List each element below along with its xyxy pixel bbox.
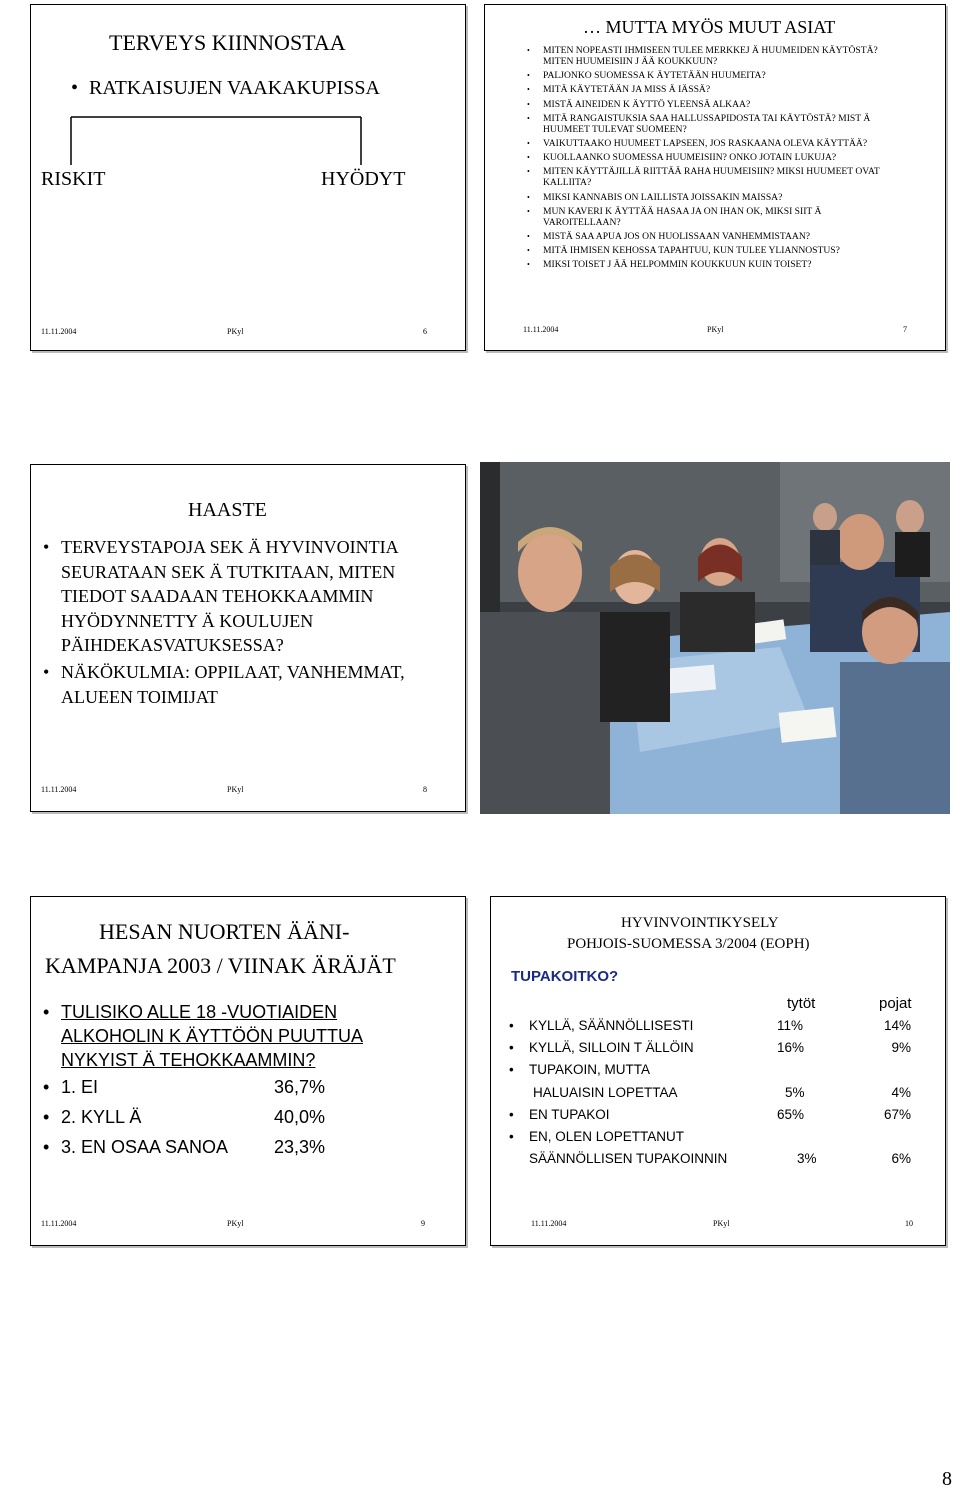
list-item: • MISTÄ AINEIDEN K ÄYTTÖ YLEENSÄ ALKAA?	[543, 99, 893, 110]
boys-value: 4%	[891, 1084, 911, 1100]
column-header-girls: tytöt	[787, 995, 816, 1012]
list-item: • MITEN KÄYTTÄJILLÄ RIITTÄÄ RAHA HUUMEISIIN? MIKSI HUUMEET OVAT KALLIITA?	[543, 166, 893, 188]
table-row	[529, 1062, 939, 1084]
slide-10	[490, 896, 946, 1246]
boys-value: 9%	[891, 1040, 911, 1056]
slide-date: 11.11.2004	[523, 325, 559, 334]
slide-title: … MUTTA MYÖS MUUT ASIAT	[583, 17, 836, 37]
boys-value: 6%	[891, 1151, 911, 1167]
slide-title-line1: HYVINVOINTIKYSELY	[621, 915, 779, 931]
question-list	[543, 45, 893, 273]
answer-item	[61, 1137, 326, 1167]
list-item: • PALJONKO SUOMESSA K ÄYTETÄÄN HUUMEITA?	[543, 70, 893, 81]
boys-value: 67%	[883, 1106, 911, 1122]
list-item: • VAIKUTTAAKO HUUMEET LAPSEEN, JOS RASKAANA OLEVA KÄYTTÄÄ?	[543, 138, 893, 149]
answer-item	[61, 1107, 326, 1137]
row-label: KYLLÄ, SILLOIN T ÄLLÖIN	[529, 1040, 694, 1056]
slide-number: 10	[905, 1219, 913, 1228]
slide-author: PKyl	[227, 327, 244, 336]
list-item: • MITÄ KÄYTETÄÄN JA MISS Ä IÄSSÄ?	[543, 84, 893, 95]
row-label: TUPAKOIN, MUTTA	[529, 1062, 650, 1078]
girls-value: 11%	[777, 1018, 804, 1033]
slide-date: 11.11.2004	[531, 1219, 567, 1228]
row-label: EN TUPAKOI	[529, 1106, 610, 1122]
table-row	[529, 1107, 939, 1129]
answer-item	[61, 1077, 326, 1107]
list-item: • MIKSI KANNABIS ON LAILLISTA JOISSAKIN MAISSA?	[543, 192, 893, 203]
slide-date: 11.11.2004	[41, 1219, 77, 1228]
answer-list	[61, 1077, 326, 1167]
table-row	[529, 1040, 939, 1062]
boys-value: 14%	[883, 1018, 911, 1033]
challenge-list	[61, 535, 441, 709]
slide-number: 8	[423, 785, 427, 794]
answer-label: 2. KYLL Ä	[61, 1107, 142, 1127]
survey-question: • TULISIKO ALLE 18 -VUOTIAIDEN ALKOHOLIN K ÄYTTÖÖN PUUTTUA NYKYIST Ä TEHOKKAAMMIN?	[61, 1000, 441, 1072]
slide-number: 7	[903, 325, 907, 334]
row-label: KYLLÄ, SÄÄNNÖLLISESTI	[529, 1018, 694, 1033]
answer-percent: 40,0%	[274, 1107, 326, 1127]
list-item: • TERVEYSTAPOJA SEK Ä HYVINVOINTIA SEURATAAN SEK Ä TUTKITAAN, MITEN TIEDOT SAADAAN TEHOKKAAMMIN HYÖDYNNETTY Ä KOULUJEN PÄIHDEKASVATUKSESSA?	[61, 535, 441, 658]
list-item: • NÄKÖKULMIA: OPPILAAT, VANHEMMAT, ALUEEN TOIMIJAT	[61, 660, 441, 709]
table-row	[529, 1018, 939, 1040]
list-item: • MITEN NOPEASTI IHMISEEN TULEE MERKKEJ Ä HUUMEIDEN KÄYTÖSTÄ? MITEN HUUMEISIIN J ÄÄ KOUKKUUN?	[543, 45, 893, 67]
girls-value: 5%	[785, 1084, 805, 1100]
slide-title-line2: POHJOIS-SUOMESSA 3/2004 (EOPH)	[567, 936, 810, 952]
row-label: EN, OLEN LOPETTANUT	[529, 1128, 685, 1144]
table-row	[529, 1085, 939, 1107]
slide-title: TERVEYS KIINNOSTAA	[109, 30, 346, 55]
slide-author: PKyl	[227, 785, 244, 794]
workshop-photo	[480, 462, 950, 814]
survey-question: TUPAKOITKO?	[511, 968, 619, 985]
slide-8	[30, 464, 466, 812]
list-item: • MITÄ RANGAISTUKSIA SAA HALLUSSAPIDOSTA TAI KÄYTÖSTÄ? MIST Ä HUUMEET TULEVAT SUOMEEN?	[543, 113, 893, 135]
slide-title-line2: KAMPANJA 2003 / VIINAK ÄRÄJÄT	[45, 953, 396, 978]
row-label: HALUAISIN LOPETTAA	[533, 1084, 678, 1100]
list-item: • MUN KAVERI K ÄYTTÄÄ HASAA JA ON IHAN OK, MIKSI SIIT Ä VAROITELLAAN?	[543, 206, 893, 228]
slide-date: 11.11.2004	[41, 327, 77, 336]
risks-label: RISKIT	[41, 168, 106, 190]
slide-author: PKyl	[713, 1219, 730, 1228]
answer-label: 1. EI	[61, 1077, 99, 1097]
list-item: • MIKSI TOISET J ÄÄ HELPOMMIN KOUKKUUN KUIN TOISET?	[543, 259, 893, 270]
answer-percent: 36,7%	[274, 1077, 326, 1097]
girls-value: 16%	[777, 1040, 805, 1056]
slide-title-line1: HESAN NUORTEN ÄÄNI-	[99, 919, 350, 944]
girls-value: 65%	[777, 1106, 805, 1122]
slide-number: 9	[421, 1219, 425, 1228]
slide-7	[484, 4, 946, 351]
slide-date: 11.11.2004	[41, 785, 77, 794]
column-header-boys: pojat	[879, 995, 912, 1012]
benefits-label: HYÖDYT	[321, 168, 406, 190]
answer-percent: 23,3%	[274, 1137, 326, 1157]
table-row	[529, 1151, 939, 1173]
survey-table	[529, 1018, 939, 1173]
slide-title: HAASTE	[188, 499, 267, 521]
slide-author: PKyl	[227, 1219, 244, 1228]
list-item: • KUOLLAANKO SUOMESSA HUUMEISIIN? ONKO JOTAIN LUKUJA?	[543, 152, 893, 163]
list-item: • MISTÄ SAA APUA JOS ON HUOLISSAAN VANHEMMISTAAN?	[543, 231, 893, 242]
slide-author: PKyl	[707, 325, 724, 334]
slide-number: 6	[423, 327, 427, 336]
slide-bullet: • RATKAISUJEN VAAKAKUPISSA	[89, 77, 380, 100]
answer-label: 3. EN OSAA SANOA	[61, 1137, 229, 1157]
row-label: SÄÄNNÖLLISEN TUPAKOINNIN	[529, 1151, 728, 1167]
girls-value: 3%	[797, 1151, 817, 1167]
page-number: 8	[942, 1468, 952, 1490]
table-row	[529, 1129, 939, 1151]
slide-6	[30, 4, 466, 351]
list-item: • MITÄ IHMISEN KEHOSSA TAPAHTUU, KUN TULEE YLIANNOSTUS?	[543, 245, 893, 256]
slide-9	[30, 896, 466, 1246]
